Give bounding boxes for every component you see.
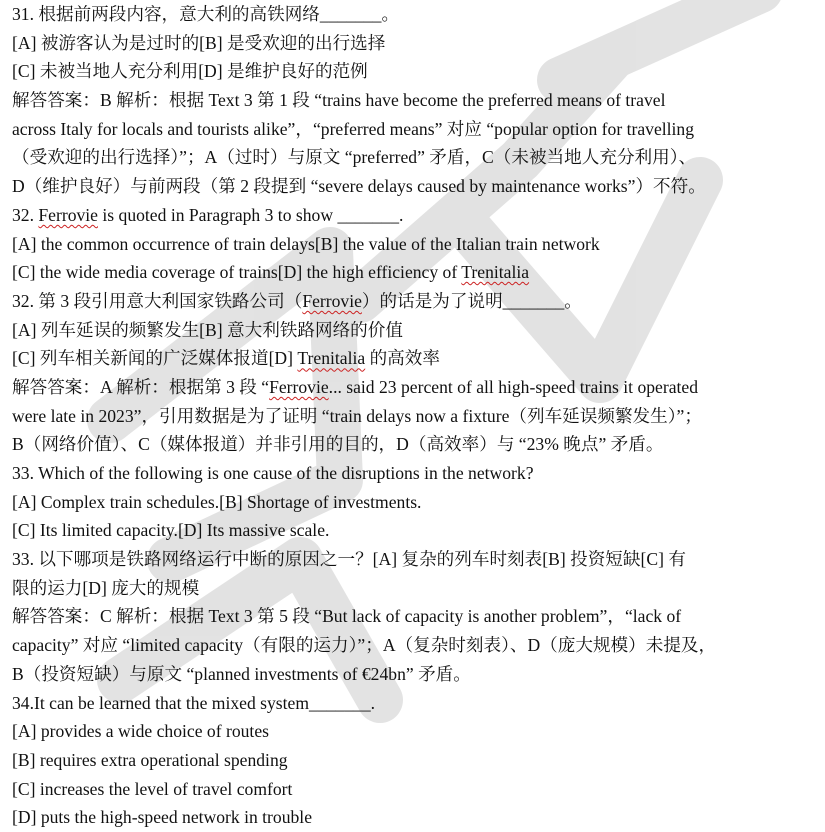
q33-question-zh-1: 33. 以下哪项是铁路网络运行中断的原因之一？[A] 复杂的列车时刻表[B] 投资短缺[C] 有 (12, 549, 686, 570)
q32-answer-line-3: B（网络价值）、C（媒体报道）并非引用的目的，D（高效率）与 “23% 晚点” 矛盾。 (12, 434, 664, 455)
q31-answer-line-1: 解答答案：B 解析：根据 Text 3 第 1 段 “trains have become the preferred means of travel (12, 90, 666, 111)
q32-question-zh: 32. 第 3 段引用意大利国家铁路公司（Ferrovie）的话是为了说明_______。 (12, 290, 582, 311)
q34-option-a: [A] provides a wide choice of routes (12, 721, 269, 742)
q31-options-ab: [A] 被游客认为是过时的[B] 是受欢迎的出行选择 (12, 32, 386, 53)
q34-option-d: [D] puts the high-speed network in trouble (12, 807, 313, 828)
q34-question: 34.It can be learned that the mixed system_______. (12, 692, 376, 713)
q33-question-en: 33. Which of the following is one cause of the disruptions in the network? (12, 463, 534, 483)
q31-answer-line-4: D（维护良好）与前两段（第 2 段提到 “severe delays caused by maintenance works”）不符。 (12, 176, 706, 197)
q33-options-cd-en: [C] Its limited capacity.[D] Its massive scale. (12, 520, 330, 541)
q32-options-cd-zh: [C] 列车相关新闻的广泛媒体报道[D] Trenitalia 的高效率 (12, 348, 440, 369)
q33-options-ab-en: [A] Complex train schedules.[B] Shortage of investments. (12, 491, 422, 512)
q33-answer-line-3: B（投资短缺）与原文 “planned investments of €24bn” 矛盾。 (12, 663, 471, 684)
q34-option-b: [B] requires extra operational spending (12, 749, 288, 770)
q32-options-ab-zh: [A] 列车延误的频繁发生[B] 意大利铁路网络的价值 (12, 319, 403, 340)
q31-answer-line-2: across Italy for locals and tourists alike”，“preferred means” 对应 “popular option for travelling (12, 118, 695, 139)
q32-options-cd-en: [C] the wide media coverage of trains[D] the high efficiency of Trenitalia (12, 262, 530, 283)
q32-options-ab-en: [A] the common occurrence of train delays[B] the value of the Italian train network (12, 233, 600, 254)
q33-answer-line-1: 解答答案：C 解析：根据 Text 3 第 5 段 “But lack of capacity is another problem”，“lack of (12, 606, 682, 627)
q31-options-cd: [C] 未被当地人充分利用[D] 是维护良好的范例 (12, 61, 368, 82)
q34-option-c: [C] increases the level of travel comfort (12, 778, 293, 799)
q32-answer-line-2: were late in 2023”，引用数据是为了证明 “train delays now a fixture（列车延误频繁发生）”； (12, 405, 702, 426)
q32-answer-line-1: 解答答案：A 解析：根据第 3 段 “Ferrovie... said 23 percent of all high-speed trains it operated (12, 376, 699, 397)
q32-question-en: 32. Ferrovie is quoted in Paragraph 3 to show _______. (12, 204, 404, 225)
q33-question-zh-2: 限的运力[D] 庞大的规模 (12, 577, 200, 598)
q33-answer-line-2: capacity” 对应 “limited capacity（有限的运力）”；A（复杂时刻表）、D（庞大规模）未提及， (12, 635, 717, 656)
q31-answer-line-3: （受欢迎的出行选择）”；A（过时）与原文 “preferred” 矛盾，C（未被当地人充分利用）、 (12, 147, 697, 168)
q31-question: 31. 根据前两段内容，意大利的高铁网络_______。 (12, 4, 400, 24)
